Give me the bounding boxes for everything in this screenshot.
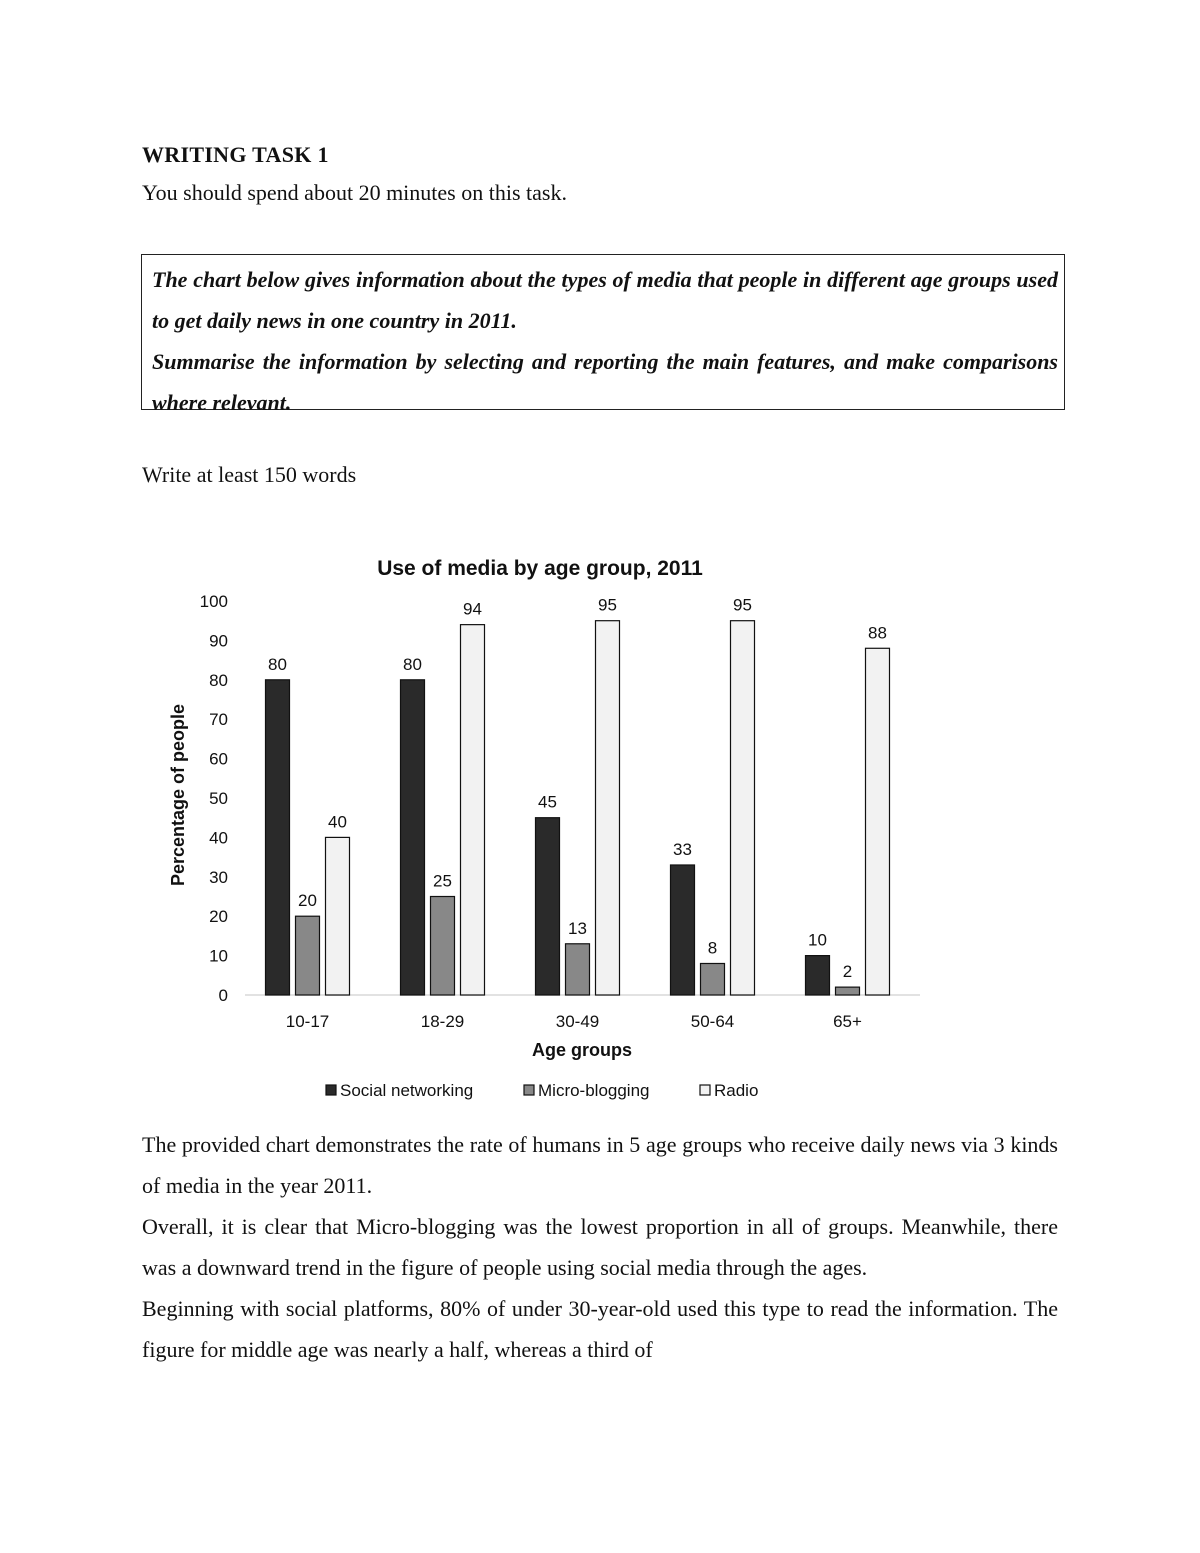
essay-paragraph-body: Beginning with social platforms, 80% of under 30-year-old used this type to read the information. The figure for middle age was nearly a half, whereas a third of bbox=[142, 1296, 1058, 1362]
x-tick-label: 18-29 bbox=[420, 1012, 465, 1031]
bar bbox=[701, 963, 725, 995]
bar bbox=[836, 987, 860, 995]
bar-value-label: 80 bbox=[268, 654, 287, 674]
legend-swatch bbox=[524, 1085, 534, 1095]
bar-value-label: 25 bbox=[433, 871, 452, 891]
media-usage-bar-chart bbox=[150, 545, 950, 1115]
x-tick-label: 30-49 bbox=[555, 1012, 600, 1031]
legend-label: Radio bbox=[714, 1081, 759, 1100]
y-tick-label: 80 bbox=[209, 670, 228, 690]
bar bbox=[596, 621, 620, 995]
bar-value-label: 2 bbox=[842, 962, 853, 982]
y-tick-label: 100 bbox=[199, 592, 228, 611]
bar-value-label: 94 bbox=[463, 599, 482, 619]
legend-label: Micro-blogging bbox=[538, 1081, 650, 1100]
bar-value-label: 80 bbox=[403, 654, 422, 674]
bar bbox=[401, 680, 425, 995]
legend-label: Social networking bbox=[340, 1081, 474, 1100]
task-prompt-description: The chart below gives information about the types of media that people in different age groups used to get daily news in one country in 2011. bbox=[152, 267, 1058, 333]
bar-value-label: 13 bbox=[568, 918, 587, 938]
bar bbox=[266, 680, 290, 995]
bar-value-label: 8 bbox=[707, 938, 718, 958]
bar bbox=[731, 621, 755, 995]
y-tick-label: 60 bbox=[209, 749, 228, 769]
y-tick-label: 20 bbox=[209, 907, 228, 927]
bar-value-label: 88 bbox=[868, 623, 887, 643]
y-axis-label: Percentage of people bbox=[168, 703, 188, 887]
task-heading: WRITING TASK 1 bbox=[142, 142, 329, 167]
bar-value-label: 95 bbox=[733, 595, 752, 615]
word-count-requirement: Write at least 150 words bbox=[142, 462, 357, 487]
y-tick-label: 90 bbox=[209, 631, 228, 651]
bar bbox=[806, 956, 830, 995]
x-tick-label: 10-17 bbox=[285, 1012, 330, 1031]
bar bbox=[566, 944, 590, 995]
y-tick-label: 70 bbox=[209, 710, 228, 730]
bar bbox=[461, 625, 485, 995]
x-axis-label: Age groups bbox=[531, 1040, 633, 1060]
task-prompt-box bbox=[141, 254, 1065, 415]
essay-paragraph-overview: Overall, it is clear that Micro-blogging was the lowest proportion in all of groups. Meanwhile, there was a downward trend in the figure of people using social media through the ages. bbox=[142, 1214, 1058, 1280]
y-tick-label: 0 bbox=[218, 986, 228, 1005]
x-tick-label: 65+ bbox=[833, 1012, 862, 1031]
time-instruction: You should spend about 20 minutes on this task. bbox=[142, 180, 567, 205]
y-tick-label: 40 bbox=[209, 828, 228, 848]
bar bbox=[431, 897, 455, 996]
bar-value-label: 33 bbox=[673, 839, 692, 859]
bar-value-label: 10 bbox=[808, 930, 827, 950]
legend-swatch bbox=[700, 1085, 710, 1095]
bar-value-label: 40 bbox=[328, 812, 347, 832]
bar-value-label: 45 bbox=[538, 792, 557, 812]
bar-value-label: 95 bbox=[598, 595, 617, 615]
y-tick-label: 50 bbox=[209, 789, 228, 808]
y-tick-label: 10 bbox=[209, 946, 228, 966]
bar bbox=[866, 648, 890, 995]
essay-paragraph-intro: The provided chart demonstrates the rate of humans in 5 age groups who receive daily news via 3 kinds of media in the year 2011. bbox=[142, 1132, 1058, 1198]
task-prompt-directive: Summarise the information by selecting and reporting the main features, and make comparisons where relevant. bbox=[152, 349, 1058, 415]
bar bbox=[326, 837, 350, 995]
x-tick-label: 50-64 bbox=[690, 1012, 735, 1031]
essay-response bbox=[142, 1124, 1058, 1370]
bar-value-label: 20 bbox=[298, 891, 317, 911]
chart-title: Use of media by age group, 2011 bbox=[377, 557, 703, 580]
bar bbox=[671, 865, 695, 995]
legend-swatch bbox=[326, 1085, 336, 1095]
bar bbox=[536, 818, 560, 995]
y-tick-label: 30 bbox=[209, 867, 228, 887]
bar bbox=[296, 916, 320, 995]
